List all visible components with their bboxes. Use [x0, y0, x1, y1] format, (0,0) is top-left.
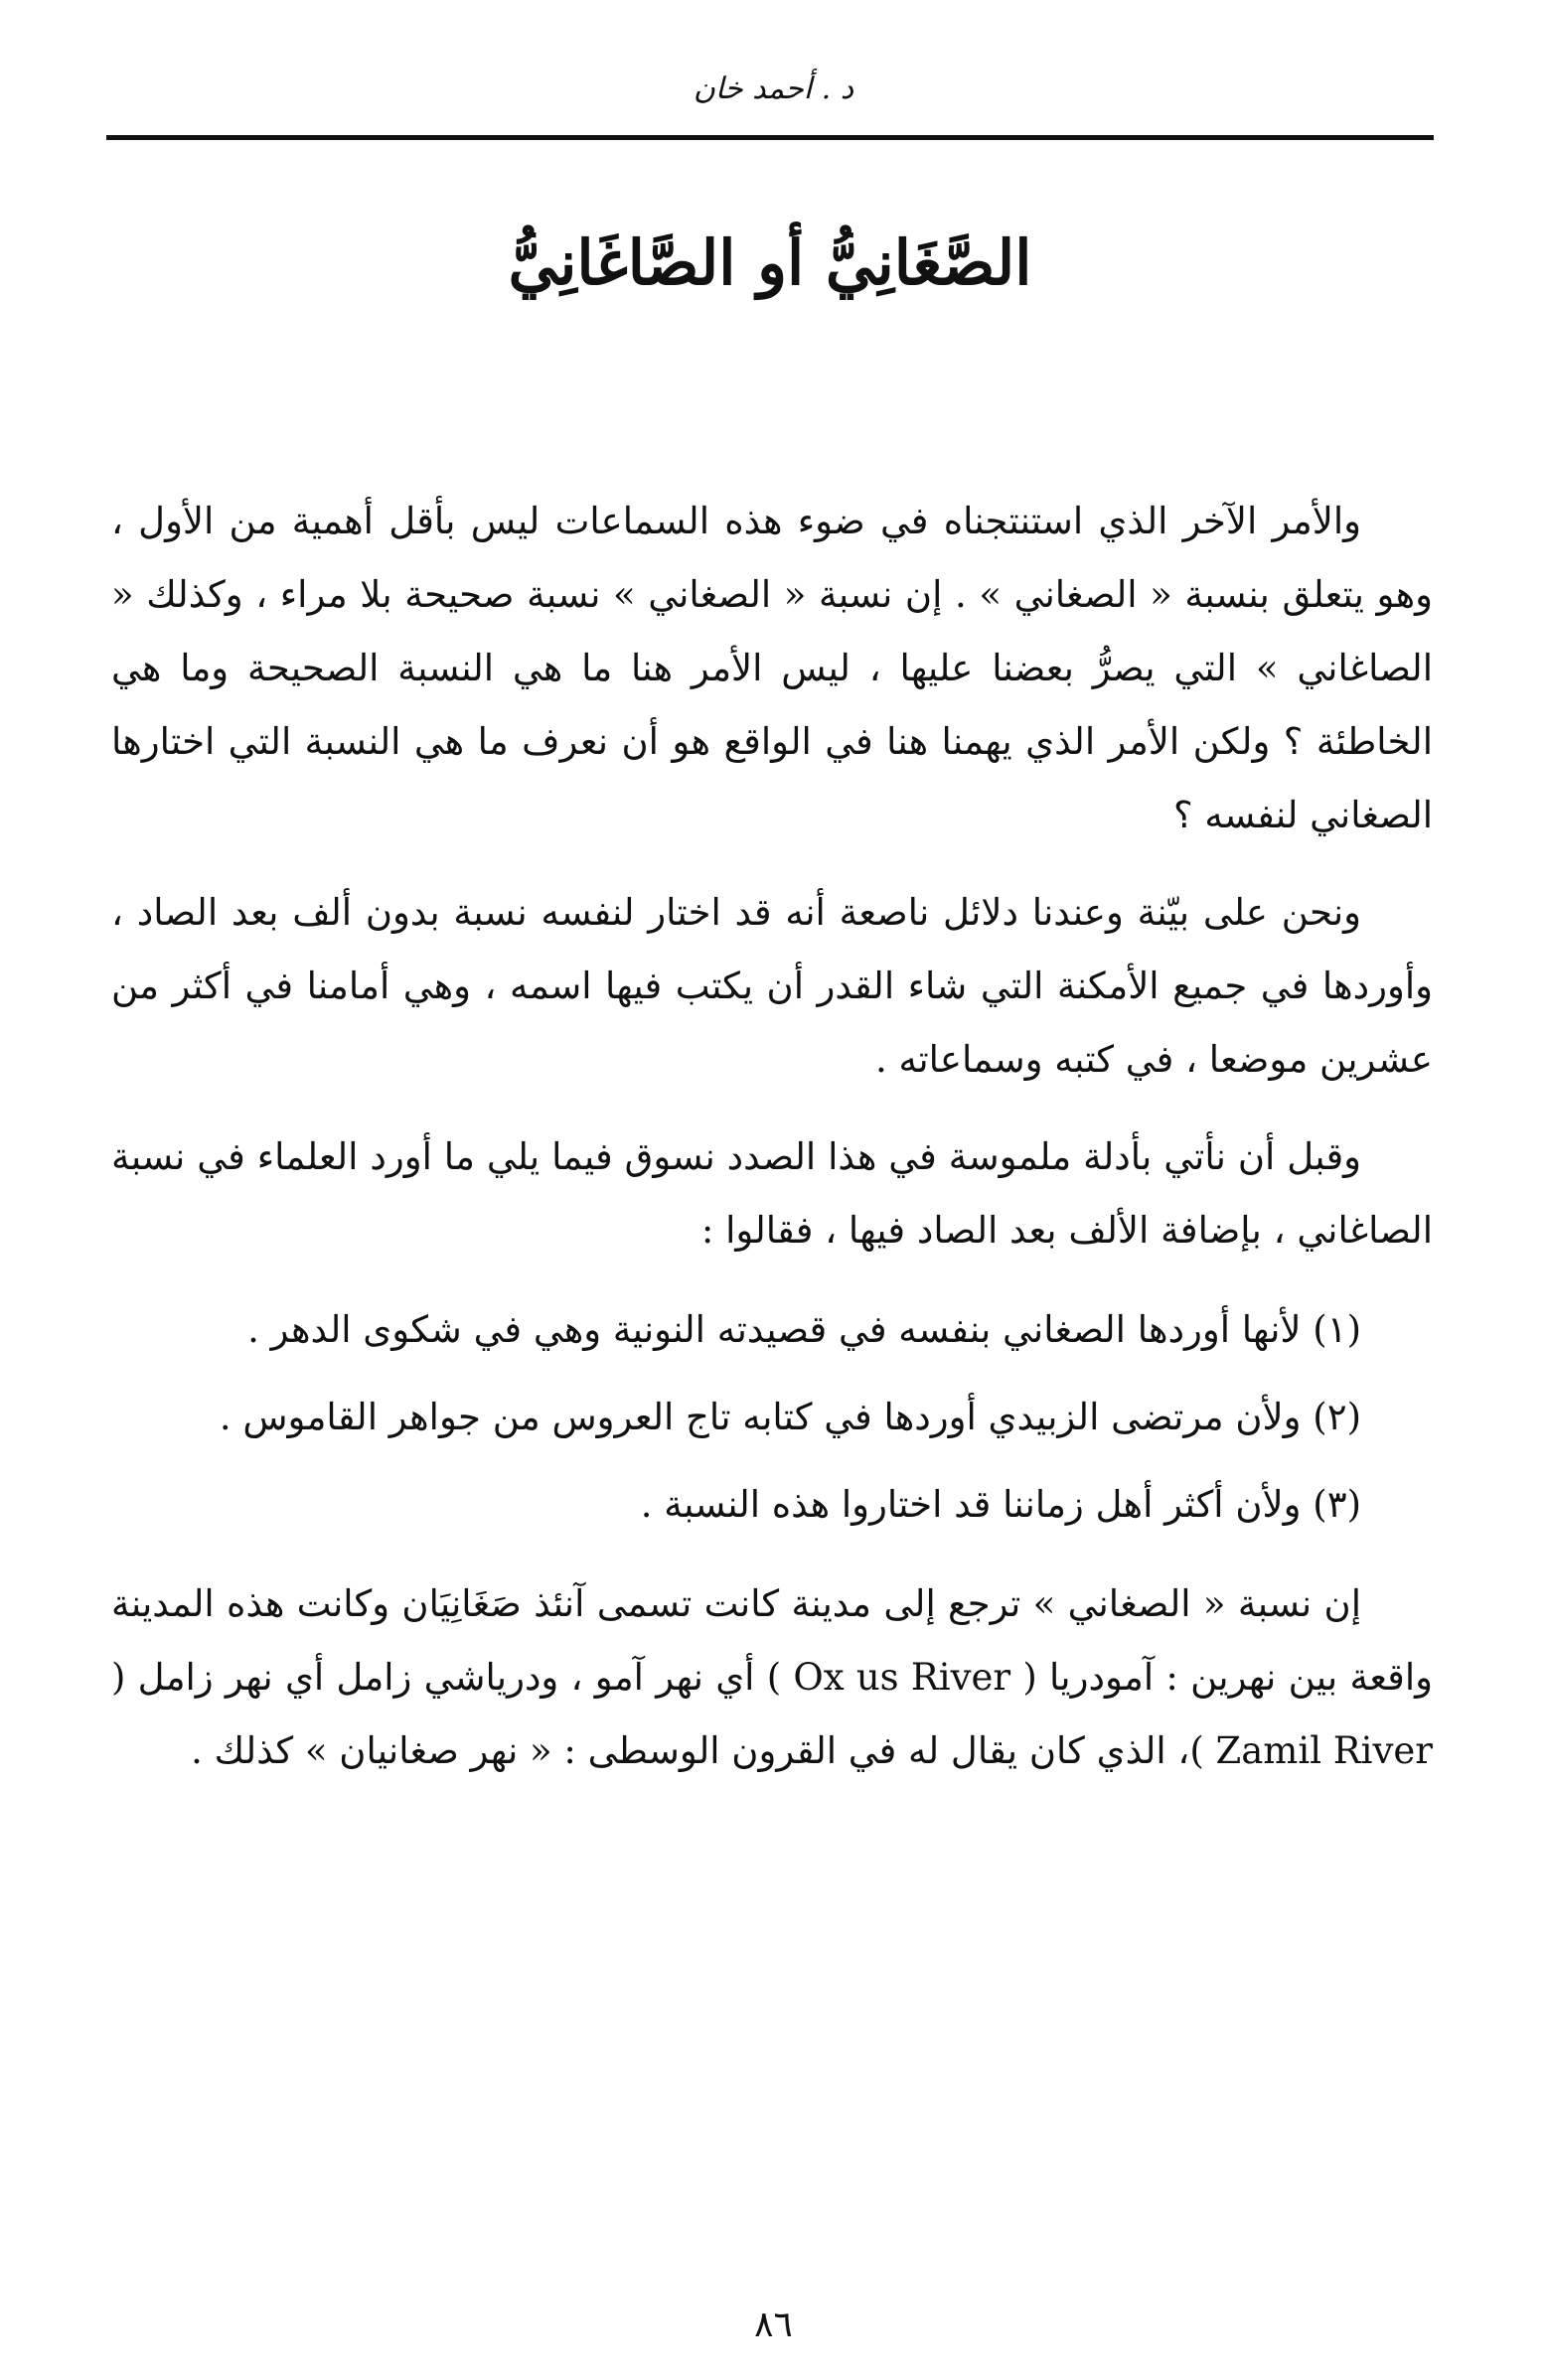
- header-rule: [106, 135, 1434, 140]
- reasons-list: [111, 1291, 1433, 1544]
- list-item-2: (٢) ولأن مرتضى الزبيدي أوردها في كتابه تاج العروس من جواهر القاموس .: [219, 1396, 1361, 1438]
- running-head-author: د . أحمد خان: [693, 72, 854, 106]
- list-item-3: (٣) ولأن أكثر أهل زماننا قد اختاروا هذه النسبة .: [640, 1483, 1361, 1526]
- paragraph-2: ونحن على بيّنة وعندنا دلائل ناصعة أنه قد اختار لنفسه نسبة بدون ألف بعد الصاد ، وأوردها في جميع الأمكنة التي شاء القدر أن يكتب فيها اسمه ، وهي أمامنا في أكثر من عشرين موضعا ، في كتبه وسماعاته .: [111, 891, 1433, 1081]
- paragraph-1: والأمر الآخر الذي استنتجناه في ضوء هذه السماعات ليس بأقل أهمية من الأول ، وهو يتعلق بنسبة « الصغاني » . إن نسبة « الصغاني » نسبة صحيحة بلا مراء ، وكذلك « الصاغاني » التي يصرُّ بعضنا عليها ، ليس الأمر هنا ما هي النسبة الصحيحة وما هي الخاطئة ؟ ولكن الأمر الذي يهمنا هنا في الواقع هو أن نعرف ما هي النسبة التي اختارها الصغاني لنفسه ؟: [111, 500, 1433, 836]
- paragraph-4: إن نسبة « الصغاني » ترجع إلى مدينة كانت تسمى آنئذ صَغَانِيَان وكانت هذه المدينة واقعة بين نهرين : آمودريا ( Ox us River ) أي نهر آمو ، ودرياشي زامل أي نهر زامل ( Zamil River )، الذي كان يقال له في القرون الوسطى : « نهر صغانيان » كذلك .: [111, 1582, 1434, 1772]
- list-item-1: (١) لأنها أوردها الصغاني بنفسه في قصيدته النونية وهي في شكوى الدهر .: [247, 1308, 1361, 1351]
- chapter-title: الصَّغَانِيُّ أو الصَّاغَانِيُّ: [508, 226, 1032, 299]
- paragraph-3: وقبل أن نأتي بأدلة ملموسة في هذا الصدد نسوق فيما يلي ما أورد العلماء في نسبة الصاغاني ، بإضافة الألف بعد الصاد فيها ، فقالوا :: [111, 1135, 1433, 1252]
- page-number: ٨٦: [754, 2305, 793, 2345]
- body-text: [111, 485, 1433, 1812]
